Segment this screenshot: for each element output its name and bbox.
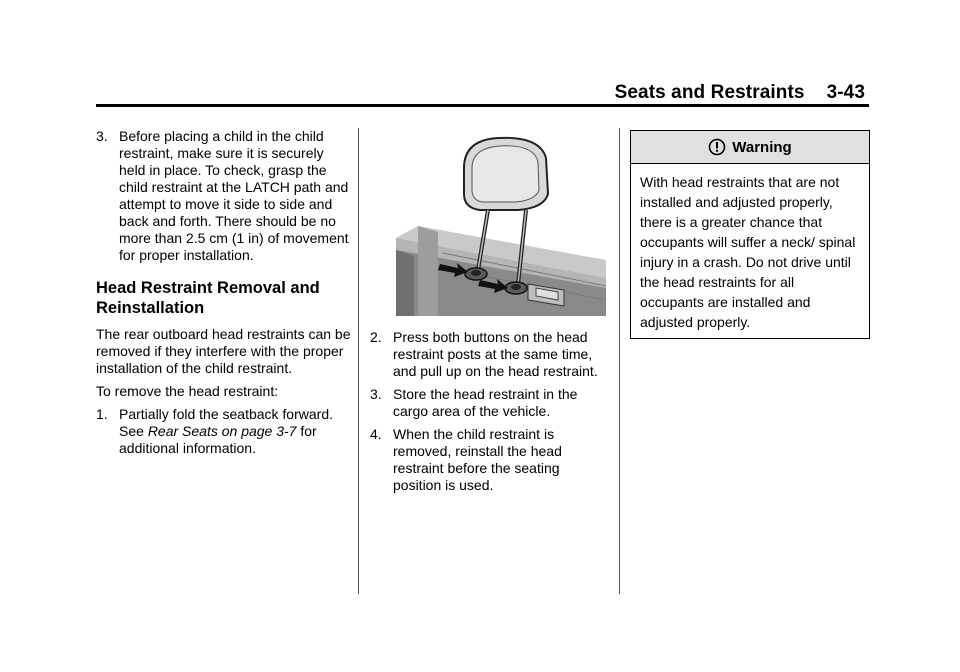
step-number: 3. xyxy=(370,386,382,402)
step-number: 4. xyxy=(370,426,382,442)
step-3-child-restraint xyxy=(96,128,351,264)
warning-triangle-icon xyxy=(708,138,726,156)
step-3-store-restraint xyxy=(370,386,610,420)
step-text: Before placing a child in the child restraint, make sure it is securely held in place. To check, grasp the child restraint at the LATCH path and attempt to move it side to side and back and forth. There should be no more than 2.5 cm (1 in) of movement for proper installation. xyxy=(119,128,349,263)
step-number: 1. xyxy=(96,406,108,422)
warning-header xyxy=(631,131,869,164)
step-1-fold-seatback xyxy=(96,406,351,457)
column-right xyxy=(630,128,870,339)
column-left xyxy=(96,128,351,463)
header-rule xyxy=(96,104,869,107)
column-middle xyxy=(370,128,610,500)
step-number: 2. xyxy=(370,329,382,345)
step-text-after: for additional information. xyxy=(119,423,317,456)
section-title: Seats and Restraints xyxy=(614,82,805,103)
column-divider-2 xyxy=(619,128,620,594)
warning-text: With head restraints that are not installed and adjusted properly, there is a greater chance that occupants will suffer a neck/ spinal injury in a crash. Do not drive until the head restraints for all occupants are installed and adjusted properly. xyxy=(640,174,856,330)
step-text: Store the head restraint in the cargo area of the vehicle. xyxy=(393,386,578,419)
step-text-before: Partially fold the seatback forward. See xyxy=(119,406,333,439)
page-number: 3-43 xyxy=(826,82,865,103)
column-divider-1 xyxy=(358,128,359,594)
section-heading: Head Restraint Removal and Reinstallation xyxy=(96,279,320,317)
warning-box xyxy=(630,130,870,339)
rear-seats-link[interactable]: Rear Seats on page 3-7 xyxy=(147,423,297,439)
step-number: 3. xyxy=(96,128,108,144)
intro-paragraph: The rear outboard head restraints can be removed if they interfere with the proper installation of the child restraint. xyxy=(96,326,351,376)
step-2-press-buttons xyxy=(370,329,610,380)
to-remove-paragraph: To remove the head restraint: xyxy=(96,383,279,399)
step-4-reinstall xyxy=(370,426,610,494)
head-restraint-buttons-illustration xyxy=(368,128,606,316)
step-text: Press both buttons on the head restraint posts at the same time, and pull up on the head restraint. xyxy=(393,329,598,379)
warning-title: Warning xyxy=(732,138,792,156)
step-text: When the child restraint is removed, reinstall the head restraint before the seating position is used. xyxy=(393,426,562,493)
page-header xyxy=(615,82,865,104)
